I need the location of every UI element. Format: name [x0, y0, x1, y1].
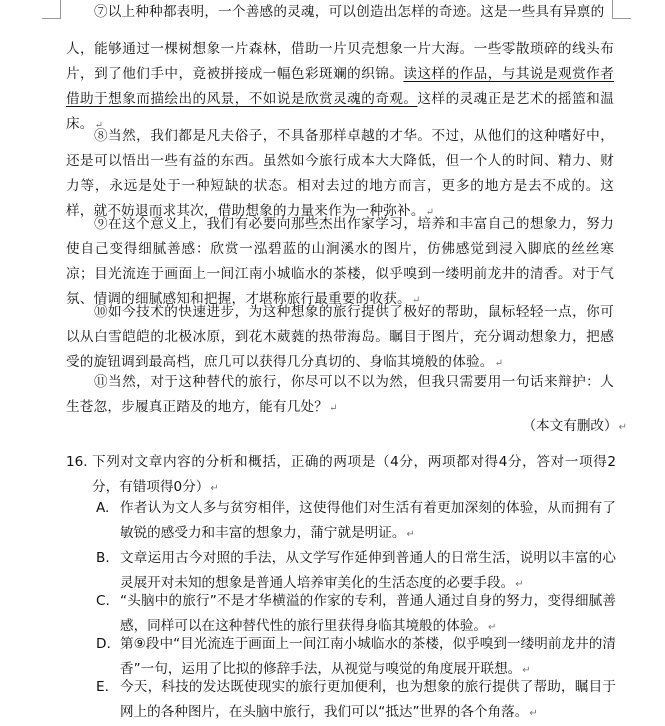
paragraph-mark: ↵ — [210, 483, 219, 494]
question-stem: 下列对文章内容的分析和概括，正确的两项是（4分，两项都对得4分，答对一项得2分，有错项得0分） — [92, 454, 616, 495]
option-label: E. — [96, 679, 109, 695]
paragraph-8-text: ⑧当然，我们都是凡夫俗子，不具备那样卓越的才华。不过，从他们的这种嗜好中，还是可以悟出一些有益的东西。虽然如今旅行成本大大降低，但一个人的时间、精力、财力等，永远是处于一种短缺的状态。相对去过的地方而言，更多的地方是去不成的。这样，就不妨退而求其次，借助想象的力量来作为一种弥补。 — [66, 128, 614, 219]
option-text: 今天，科技的发达既使现实的旅行更加便利，也为想象的旅行提供了帮助，瞩目于网上的各种图片，在头脑中旅行，我们可以“抵达”世界的各个角落。 — [120, 679, 616, 720]
paragraph-7-first-line — [66, 0, 614, 25]
paragraph-mark: ↵ — [488, 622, 497, 633]
paragraph-mark: ↵ — [94, 120, 104, 131]
option-label: B. — [96, 550, 110, 566]
paragraph-7-lead: ⑦以上种种都表明，一个善感的灵魂，可以创造出怎样的奇迹。这是一些具有异禀的 — [94, 4, 605, 20]
paragraph-mark: ↵ — [406, 529, 415, 540]
paragraph-mark: ↵ — [515, 579, 524, 590]
paragraph-mark: ↵ — [522, 665, 531, 676]
source-note-text: （本文有删改） — [522, 418, 618, 434]
paragraph-10-text: ⑩如今技术的快速进步，为这种想象的旅行提供了极好的帮助，鼠标轻轻一点，你可以从白雪皑皑的北极冰原，到花木葳蕤的热带海岛。瞩目于图片，充分调动想象力，把感受的旋钮调到最高档，庶几可以获得几分真切的、身临其境般的体验。 — [66, 304, 614, 370]
paragraph-9-text: ⑨在这个意义上，我们有必要向那些杰出作家学习，培养和丰富自己的想象力，努力使自己变得细腻善感：欣赏一泓碧蓝的山涧溪水的图片，仿佛感觉到浸入脚底的丝丝寒凉；目光流连于画面上一间江南小城临水的茶楼，似乎嗅到一缕明前龙井的清香。对于气氛、情调的细腻感知和把握，才堪称旅行最重要的收获。 — [66, 216, 614, 307]
option-text: 文章运用古今对照的手法，从文学写作延伸到普通人的日常生活，说明以丰富的心灵展开对未知的想象是普通人培养审美化的生活态度的必要手段。 — [120, 550, 616, 591]
margin-corner-top-left — [42, 0, 61, 19]
paragraph-9 — [66, 212, 614, 313]
paragraph-7-underlined-sentence: 读这样的作品，与其说是观赏作者借助于想象而描绘出的风景，不如说是欣赏灵魂的奇观。 — [66, 66, 614, 107]
question-number: 16. — [66, 454, 88, 470]
paragraph-11-text: ⑪当然，对于这种替代的旅行，你尽可以不以为然，但我只需要用一句话来辩护：人生苍忽，步履真正踏及的地方，能有几处？ — [66, 374, 614, 415]
option-text: “头脑中的旅行”不是才华横溢的作家的专利，普通人通过自身的努力，变得细腻善感，同样可以在这种替代性的旅行里获得身临其境般的体验。 — [120, 593, 616, 634]
option-label: D. — [96, 636, 111, 652]
option-a — [96, 496, 616, 547]
option-text: 第⑨段中“目光流连于画面上一间江南小城临水的茶楼，似乎嗅到一缕明前龙井的清香”一句，运用了比拟的修辞手法，从视觉与嗅觉的角度展开联想。 — [120, 636, 616, 677]
option-text: 作者认为文人多与贫穷相伴，这使得他们对生活有着更加深刻的体验，从而拥有了敏锐的感受力和丰富的想象力，蒲宁就是明证。 — [120, 500, 616, 541]
paragraph-mark: ↵ — [411, 295, 421, 306]
paragraph-8 — [66, 124, 614, 225]
option-label: A. — [96, 500, 110, 516]
paragraph-mark: ↵ — [329, 403, 338, 414]
paragraph-mark: ↵ — [529, 708, 538, 719]
paragraph-mark: ↵ — [494, 358, 504, 369]
paragraph-10 — [66, 300, 614, 376]
option-e — [96, 675, 616, 726]
source-note — [522, 414, 627, 440]
paragraph-7 — [66, 37, 614, 138]
paragraph-7-text-a: 人，能够通过一棵树想象一片森林，借助一片贝壳想象一片大海。一些零散琐碎的线头布片，到了他们手中，竟被拼接成一幅色彩斑斓的织锦。 — [66, 41, 614, 82]
margin-corner-top-right — [612, 0, 631, 19]
question-16 — [68, 450, 616, 501]
paragraph-7-text-b: 这样的灵魂正是艺术的摇篮和温床。 — [66, 91, 614, 132]
paragraph-mark: ↵ — [618, 422, 627, 433]
option-label: C. — [96, 593, 110, 609]
paragraph-mark: ↵ — [425, 207, 435, 218]
